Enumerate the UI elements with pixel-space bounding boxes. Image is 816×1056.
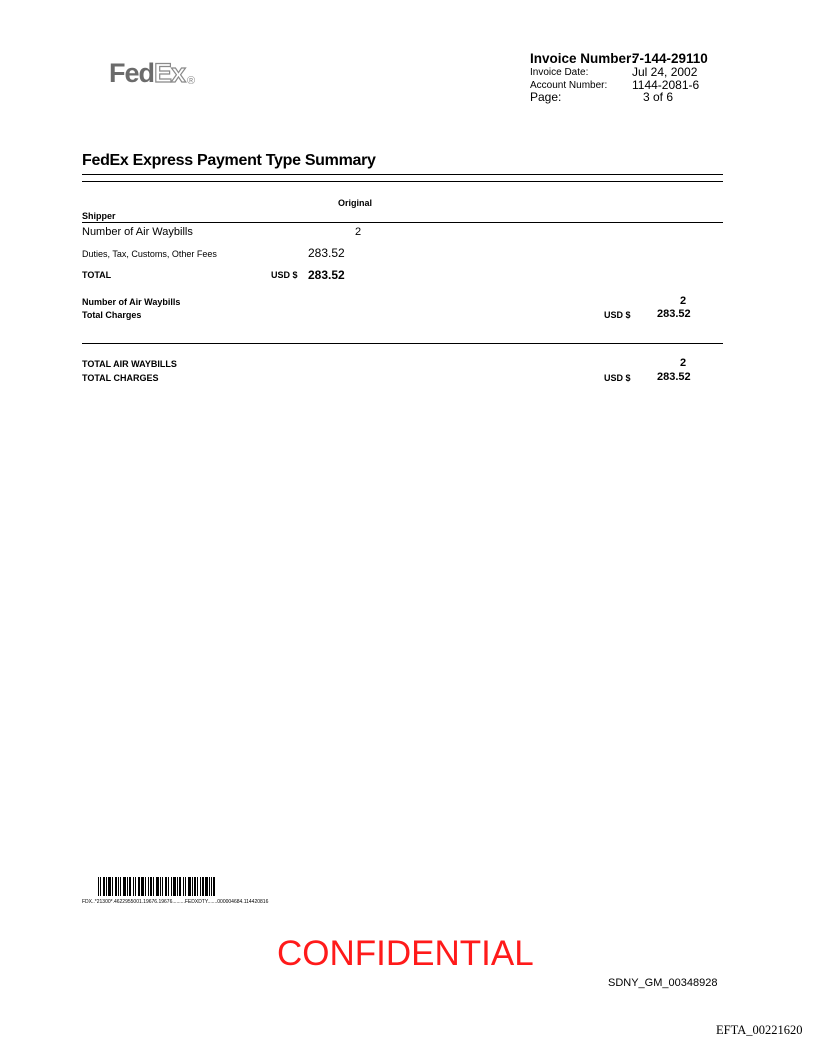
total-value: 283.52	[308, 268, 345, 282]
confidential-stamp: CONFIDENTIAL	[277, 934, 534, 973]
row-waybills-label: Number of Air Waybills	[82, 226, 193, 238]
grand-waybills-label: TOTAL AIR WAYBILLS	[82, 359, 177, 369]
shipper-group-label: Shipper	[82, 211, 116, 221]
grand-waybills-value: 2	[680, 357, 687, 369]
barcode-image	[98, 877, 215, 896]
logo-ex: Ex	[154, 58, 186, 88]
total-label: TOTAL	[82, 270, 112, 280]
page-label: Page:	[530, 90, 562, 104]
document-id: SDNY_GM_00348928	[608, 977, 718, 989]
invoice-number-label: Invoice Number:	[530, 51, 636, 66]
barcode-text: FDX..*21300*.4622955001.19676.19676.........FEDXDTY.......000004684.114420816	[82, 899, 269, 905]
title-rule-top	[82, 174, 723, 175]
shipper-rule	[82, 222, 723, 223]
logo-registered-mark: ®	[187, 75, 196, 87]
invoice-number-value: 7-144-29110	[632, 51, 708, 66]
subtotal-charges-currency: USD $	[604, 310, 631, 320]
column-header-original: Original	[338, 198, 373, 208]
subtotal-charges-label: Total Charges	[82, 310, 142, 320]
fedex-logo	[109, 60, 195, 87]
total-currency: USD $	[271, 270, 298, 280]
row-waybills-value: 2	[355, 226, 362, 238]
invoice-date-value: Jul 24, 2002	[632, 65, 698, 79]
grand-charges-value: 283.52	[657, 371, 691, 383]
row-fees-value: 283.52	[308, 246, 345, 260]
subtotal-waybills-label: Number of Air Waybills	[82, 297, 181, 307]
subtotal-waybills-value: 2	[680, 295, 687, 307]
row-fees-label: Duties, Tax, Customs, Other Fees	[82, 249, 217, 259]
page-value: 3 of 6	[643, 90, 674, 104]
subtotal-charges-value: 283.52	[657, 308, 691, 320]
section-title: FedEx Express Payment Type Summary	[82, 152, 376, 169]
bates-number: EFTA_00221620	[716, 1023, 803, 1037]
grand-charges-label: TOTAL CHARGES	[82, 373, 159, 383]
grand-charges-currency: USD $	[604, 373, 631, 383]
account-number-label: Account Number:	[530, 80, 608, 91]
invoice-date-label: Invoice Date:	[530, 67, 589, 78]
title-rule-bottom	[82, 181, 723, 182]
account-number-value: 1144-2081-6	[632, 78, 700, 92]
logo-fed: Fed	[109, 58, 155, 88]
grand-total-rule	[82, 343, 723, 344]
